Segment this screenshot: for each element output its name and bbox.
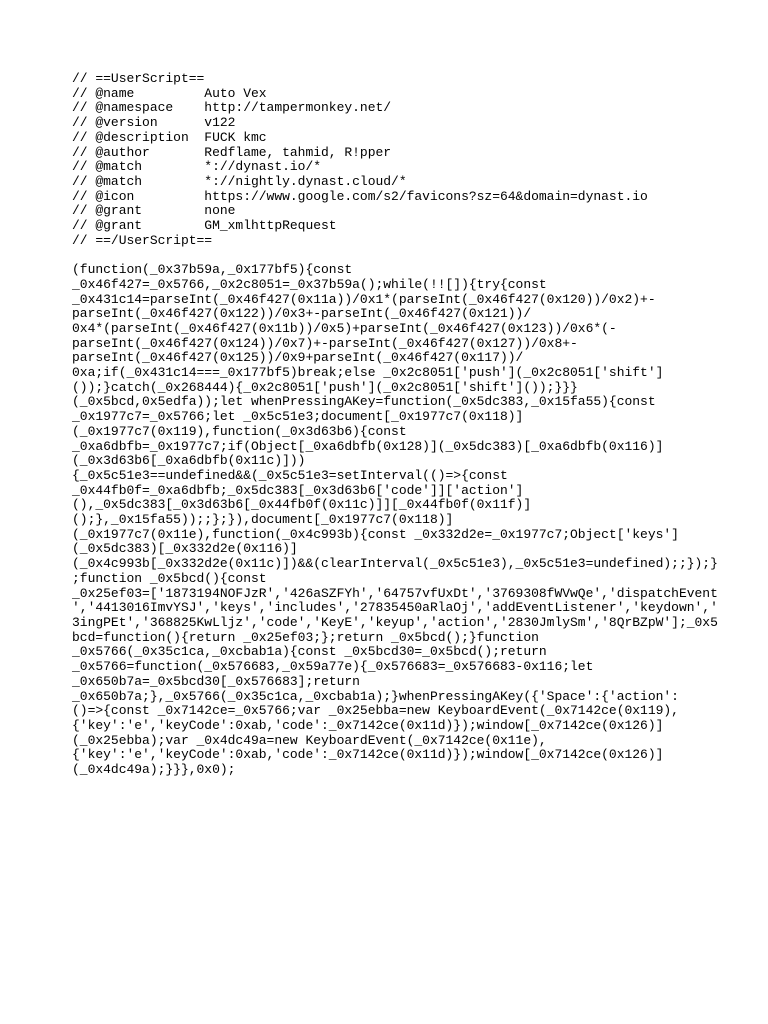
code-line: (_0x25ebba);var _0x4dc49a=new KeyboardEvent(_0x7142ce(0x11e), [72, 732, 547, 748]
code-line: {_0x5c51e3==undefined&&(_0x5c51e3=setInterval(()=>{const [72, 467, 508, 483]
code-line: {'key':'e','keyCode':0xab,'code':_0x7142ce(0x11d)});window[_0x7142ce(0x126)] [72, 717, 664, 733]
code-line: bcd=function(){return _0x25ef03;};return _0x5bcd();}function [72, 629, 539, 645]
code-line: parseInt(_0x46f427(0x122))/0x3+-parseInt(_0x46f427(0x121))/ [72, 306, 532, 322]
code-line: (_0x4dc49a);}}},0x0); [72, 762, 236, 778]
header-line: // @grant none [72, 203, 236, 219]
blank-line [72, 248, 712, 263]
code-line: _0x650b7a=_0x5bcd30[_0x576683];return [72, 673, 360, 689]
code-line: {'key':'e','keyCode':0xab,'code':_0x7142ce(0x11d)});window[_0x7142ce(0x126)] [72, 747, 664, 763]
header-line: // @match *://nightly.dynast.cloud/* [72, 173, 407, 189]
header-line: // @icon https://www.google.com/s2/favicons?sz=64&domain=dynast.io [72, 188, 648, 204]
code-line: (_0x5bcd,0x5edfa));let whenPressingAKey=function(_0x5dc383,_0x15fa55){const [72, 394, 656, 410]
code-line: 0xa;if(_0x431c14===_0x177bf5)break;else _0x2c8051['push'](_0x2c8051['shift'] [72, 365, 664, 381]
header-line: // ==/UserScript== [72, 232, 213, 248]
code-line: 0x4*(parseInt(_0x46f427(0x11b))/0x5)+parseInt(_0x46f427(0x123))/0x6*(- [72, 320, 617, 336]
userscript-header [72, 72, 712, 248]
header-line: // @grant GM_xmlhttpRequest [72, 218, 337, 234]
header-line: // @namespace http://tampermonkey.net/ [72, 100, 392, 116]
code-line: _0x650b7a;},_0x5766(_0x35c1ca,_0xcbab1a);}whenPressingAKey({'Space':{'action': [72, 688, 679, 704]
code-line: (_0x4c993b[_0x332d2e(0x11c)])&&(clearInterval(_0x5c51e3),_0x5c51e3=undefined);;});} [72, 556, 718, 572]
header-line: // @name Auto Vex [72, 85, 267, 101]
code-line: _0x5766=function(_0x576683,_0x59a77e){_0x576683=_0x576683-0x116;let [72, 659, 594, 675]
code-line: (),_0x5dc383[_0x3d63b6[_0x44fb0f(0x11c)]][_0x44fb0f(0x11f)] [72, 497, 532, 513]
code-line: _0x44fb0f=_0xa6dbfb;_0x5dc383[_0x3d63b6['code']]['action'] [72, 482, 524, 498]
code-line: ()=>{const _0x7142ce=_0x5766;var _0x25ebba=new KeyboardEvent(_0x7142ce(0x119), [72, 703, 679, 719]
code-line: (_0x5dc383)[_0x332d2e(0x116)] [72, 541, 298, 557]
code-line: (_0x3d63b6[_0xa6dbfb(0x11c)])) [72, 453, 306, 469]
code-line: ','4413016ImvYSJ','keys','includes','27835450aRlaOj','addEventListener','keydown',' [72, 600, 718, 616]
code-line: ());}catch(_0x268444){_0x2c8051['push'](_0x2c8051['shift']());}}} [72, 379, 578, 395]
header-line: // @match *://dynast.io/* [72, 159, 322, 175]
code-line: 3ingPEt','368825KwLljz','code','KeyE','keyup','action','2830JmlySm','8QrBZpW'];_0x5 [72, 615, 718, 630]
code-line: (_0x1977c7(0x119),function(_0x3d63b6){const [72, 423, 407, 439]
code-line: parseInt(_0x46f427(0x125))/0x9+parseInt(_0x46f427(0x117))/ [72, 350, 524, 366]
code-line: _0x46f427=_0x5766,_0x2c8051=_0x37b59a();while(!![]){try{const [72, 276, 547, 292]
code-line: _0x25ef03=['1873194NOFJzR','426aSZFYh','64757vfUxDt','3769308fWVwQe','dispatchEvent [72, 585, 718, 601]
code-line: (function(_0x37b59a,_0x177bf5){const [72, 262, 353, 278]
header-line: // @description FUCK kmc [72, 129, 267, 145]
code-line: (_0x1977c7(0x11e),function(_0x4c993b){const _0x332d2e=_0x1977c7;Object['keys'] [72, 526, 679, 542]
code-line: _0x431c14=parseInt(_0x46f427(0x11a))/0x1*(parseInt(_0x46f427(0x120))/0x2)+- [72, 291, 656, 307]
code-line: _0xa6dbfb=_0x1977c7;if(Object[_0xa6dbfb(0x128)](_0x5dc383)[_0xa6dbfb(0x116)] [72, 438, 664, 454]
header-line: // ==UserScript== [72, 71, 205, 86]
code-line: parseInt(_0x46f427(0x124))/0x7)+-parseInt(_0x46f427(0x127))/0x8+- [72, 335, 578, 351]
header-line: // @version v122 [72, 115, 236, 131]
userscript-body [72, 262, 718, 778]
code-line: ;function _0x5bcd(){const [72, 570, 267, 586]
document-page [72, 71, 718, 778]
code-line: ();},_0x15fa55));;};}),document[_0x1977c7(0x118)] [72, 512, 454, 528]
header-line: // @author Redflame, tahmid, R!pper [72, 144, 392, 160]
code-line: _0x1977c7=_0x5766;let _0x5c51e3;document[_0x1977c7(0x118)] [72, 409, 524, 425]
code-line: _0x5766(_0x35c1ca,_0xcbab1a){const _0x5bcd30=_0x5bcd();return [72, 644, 547, 660]
